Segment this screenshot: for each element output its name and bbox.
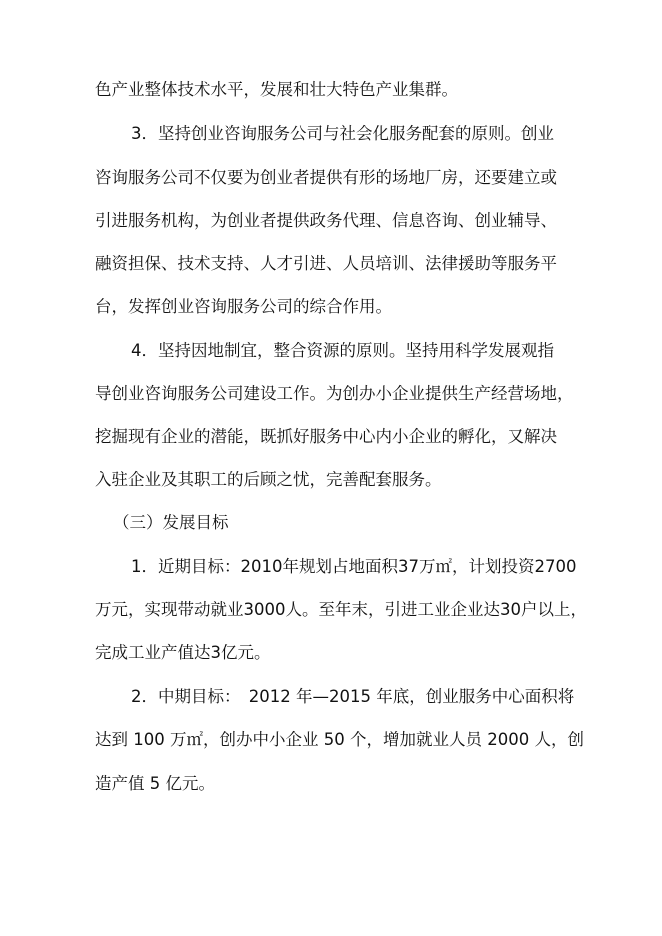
section-heading: （三）发展目标 [113, 513, 229, 532]
paragraph-line: 咨询服务公司不仅要为创业者提供有形的场地厂房，还要建立或 [95, 168, 557, 187]
paragraph-line: 2．中期目标： 2012 年—2015 年底，创业服务中心面积将 [131, 687, 575, 706]
paragraph-line: 色产业整体技术水平，发展和壮大特色产业集群。 [95, 80, 458, 99]
paragraph-line: 达到 100 万㎡，创办中小企业 50 个，增加就业人员 2000 人，创 [95, 730, 584, 749]
paragraph-line: 4．坚持因地制宜，整合资源的原则。坚持用科学发展观指 [131, 341, 554, 360]
paragraph-line: 引进服务机构，为创业者提供政务代理、信息咨询、创业辅导、 [95, 211, 557, 230]
paragraph-line: 台，发挥创业咨询服务公司的综合作用。 [95, 297, 392, 316]
paragraph-line: 导创业咨询服务公司建设工作。为创办小企业提供生产经营场地， [95, 384, 574, 403]
paragraph-line: 入驻企业及其职工的后顾之忧，完善配套服务。 [95, 470, 442, 489]
paragraph-line: 融资担保、技术支持、人才引进、人员培训、法律援助等服务平 [95, 254, 557, 273]
paragraph-line: 造产值 5 亿元。 [95, 774, 215, 793]
paragraph-line: 3．坚持创业咨询服务公司与社会化服务配套的原则。创业 [131, 124, 554, 143]
paragraph-line: 1．近期目标：2010年规划占地面积37万㎡，计划投资2700 [131, 557, 577, 576]
paragraph-line: 万元，实现带动就业3000人。至年末，引进工业企业达30户以上， [95, 600, 587, 619]
paragraph-line: 完成工业产值达3亿元。 [95, 643, 271, 662]
paragraph-line: 挖掘现有企业的潜能，既抓好服务中心内小企业的孵化，又解决 [95, 427, 557, 446]
